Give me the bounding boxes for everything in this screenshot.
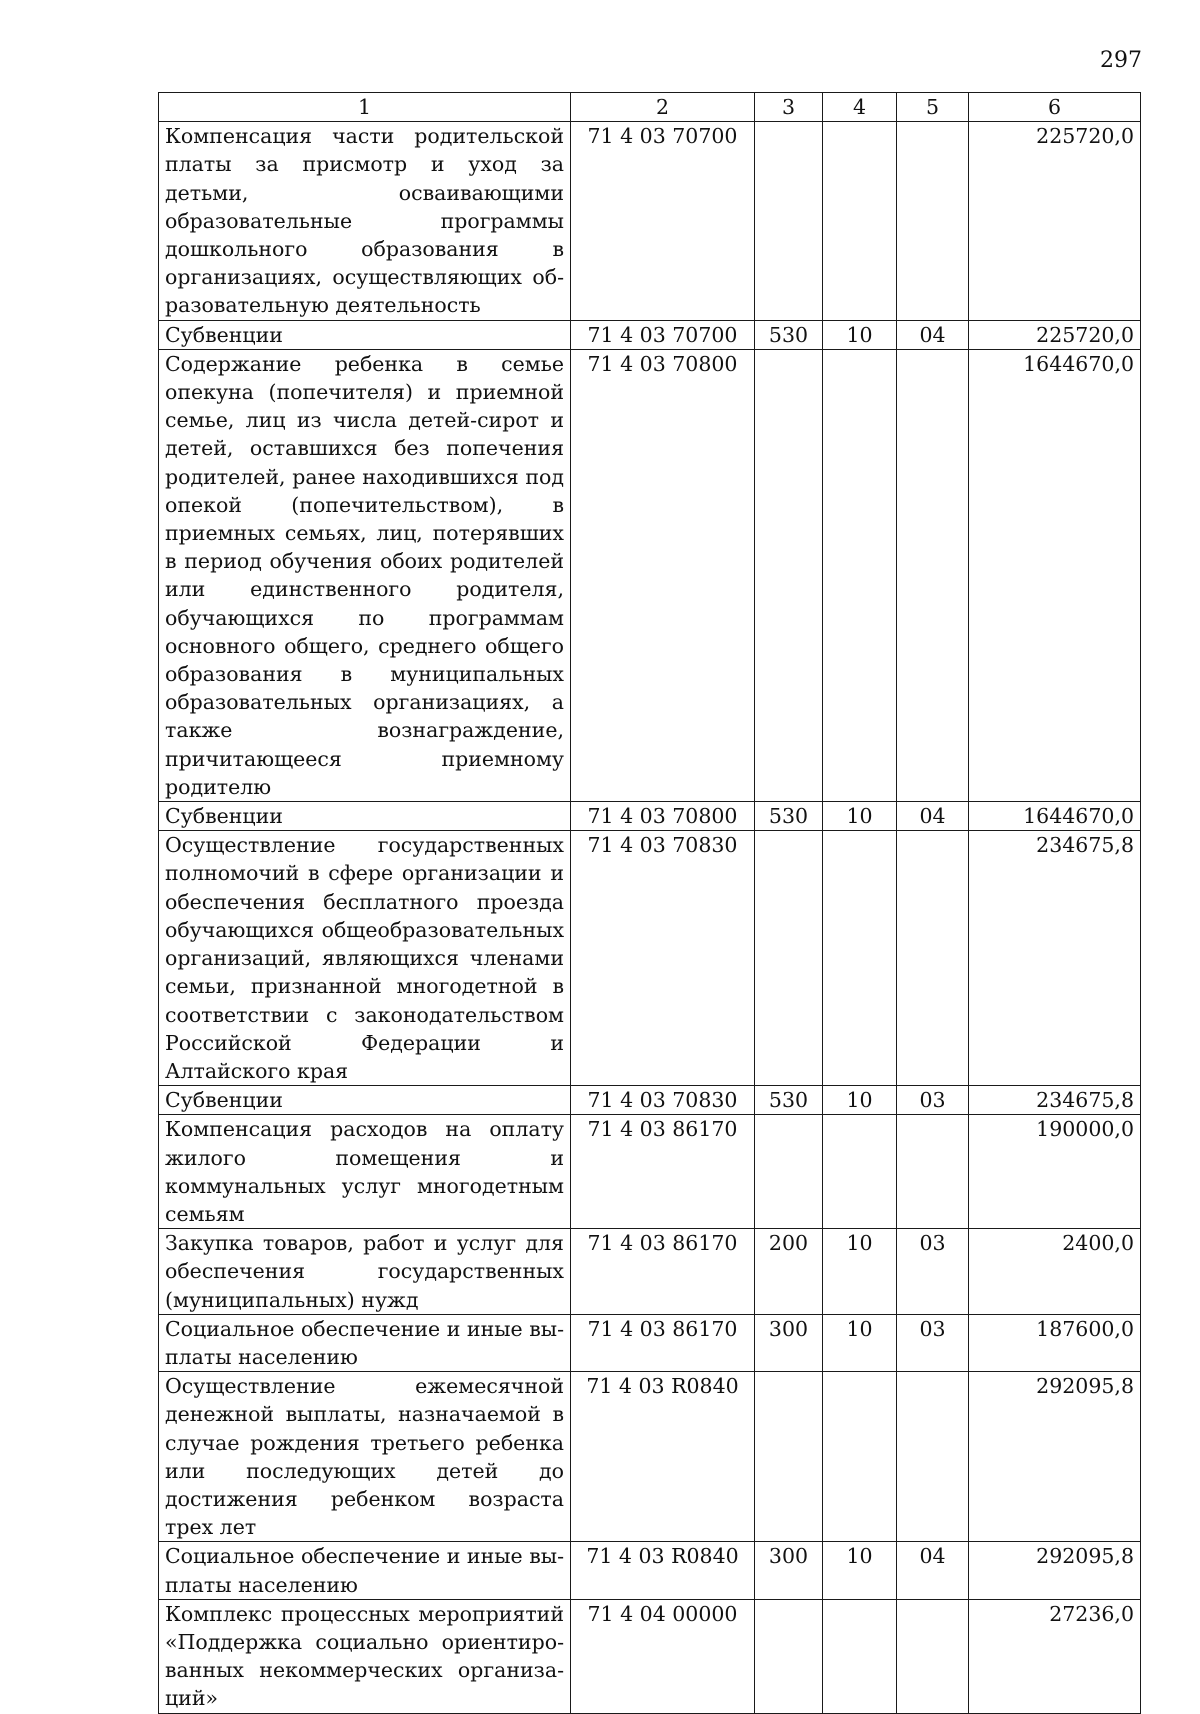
table-row <box>159 320 1141 349</box>
table-row <box>159 122 1141 320</box>
row-amount-cell: 27236,0 <box>969 1599 1141 1713</box>
row-col3-cell <box>755 1599 823 1713</box>
row-code-cell: 71 4 03 86170 <box>571 1314 755 1371</box>
row-code-cell: 71 4 03 70700 <box>571 122 755 320</box>
row-amount-cell: 2400,0 <box>969 1229 1141 1315</box>
row-col4-cell <box>823 122 897 320</box>
table-row <box>159 1314 1141 1371</box>
column-header-code: 2 <box>571 93 755 122</box>
row-col4-cell <box>823 1599 897 1713</box>
table-row <box>159 1599 1141 1713</box>
row-name-cell: Закупка товаров, работ и услуг для обеспечения государственных (муниципальных) нужд <box>159 1229 571 1315</box>
row-name-cell: Социальное обеспечение и иные выплаты населению <box>159 1542 571 1599</box>
row-code-cell: 71 4 03 86170 <box>571 1115 755 1229</box>
row-code-cell: 71 4 03 70800 <box>571 802 755 831</box>
row-col4-cell: 10 <box>823 1229 897 1315</box>
column-header-4: 4 <box>823 93 897 122</box>
row-col4-cell <box>823 1372 897 1542</box>
row-col5-cell <box>897 831 969 1086</box>
budget-table <box>158 92 1141 1714</box>
row-amount-cell: 234675,8 <box>969 831 1141 1086</box>
table-row <box>159 349 1141 801</box>
row-code-cell: 71 4 03 86170 <box>571 1229 755 1315</box>
row-col5-cell <box>897 122 969 320</box>
row-col3-cell: 530 <box>755 1086 823 1115</box>
row-name-cell: Компенсация части родительской платы за присмотр и уход за детьми, осваивающими образовательные программы дошкольного образования в организациях, осуществляющих образовательную деятельность <box>159 122 571 320</box>
row-col5-cell <box>897 1372 969 1542</box>
row-col5-cell <box>897 1115 969 1229</box>
row-name-cell: Социальное обеспечение и иные выплаты населению <box>159 1314 571 1371</box>
row-col3-cell: 530 <box>755 802 823 831</box>
row-col4-cell: 10 <box>823 320 897 349</box>
row-col4-cell <box>823 349 897 801</box>
row-amount-cell: 1644670,0 <box>969 349 1141 801</box>
row-amount-cell: 190000,0 <box>969 1115 1141 1229</box>
column-header-5: 5 <box>897 93 969 122</box>
row-amount-cell: 292095,8 <box>969 1372 1141 1542</box>
table-body <box>159 122 1141 1713</box>
table-row <box>159 1229 1141 1315</box>
row-name-cell: Комплекс процессных мероприятий «Поддержка социально ориентированных некоммерческих организаций» <box>159 1599 571 1713</box>
row-col4-cell: 10 <box>823 1086 897 1115</box>
column-header-amount: 6 <box>969 93 1141 122</box>
row-name-cell: Компенсация расходов на оплату жилого помещения и коммунальных услуг многодетным семьям <box>159 1115 571 1229</box>
row-col3-cell: 300 <box>755 1314 823 1371</box>
column-header-name: 1 <box>159 93 571 122</box>
row-name-cell: Осуществление ежемесячной денежной выплаты, назначаемой в случае рождения третьего ребенка или последующих детей до достижения ребенком возраста трех лет <box>159 1372 571 1542</box>
row-code-cell: 71 4 03 70700 <box>571 320 755 349</box>
row-code-cell: 71 4 03 70800 <box>571 349 755 801</box>
row-name-cell: Содержание ребенка в семье опекуна (попечителя) и приемной семье, лиц из числа детей-сирот и детей, оставшихся без попечения родителей, ранее находившихся под опекой (попечительством), в приемных семьях, лиц, потерявших в период обучения обоих родителей или единственного родителя, обучающихся по программам основного общего, среднего общего образования в муниципальных образовательных организациях, а также вознаграждение, причитающееся приемному родителю <box>159 349 571 801</box>
row-code-cell: 71 4 03 70830 <box>571 831 755 1086</box>
row-col3-cell <box>755 349 823 801</box>
row-col4-cell: 10 <box>823 1314 897 1371</box>
row-col3-cell <box>755 1372 823 1542</box>
row-code-cell: 71 4 04 00000 <box>571 1599 755 1713</box>
table-row <box>159 1086 1141 1115</box>
table-row <box>159 1115 1141 1229</box>
row-col3-cell <box>755 122 823 320</box>
row-code-cell: 71 4 03 70830 <box>571 1086 755 1115</box>
row-amount-cell: 234675,8 <box>969 1086 1141 1115</box>
row-col5-cell: 03 <box>897 1314 969 1371</box>
table-row <box>159 831 1141 1086</box>
table-header-row <box>159 93 1141 122</box>
row-amount-cell: 225720,0 <box>969 320 1141 349</box>
row-code-cell: 71 4 03 R0840 <box>571 1372 755 1542</box>
row-col5-cell: 04 <box>897 802 969 831</box>
row-col5-cell <box>897 1599 969 1713</box>
column-header-3: 3 <box>755 93 823 122</box>
row-col3-cell <box>755 831 823 1086</box>
row-col5-cell: 03 <box>897 1229 969 1315</box>
row-amount-cell: 292095,8 <box>969 1542 1141 1599</box>
row-col5-cell: 04 <box>897 1542 969 1599</box>
row-col4-cell: 10 <box>823 802 897 831</box>
row-col3-cell <box>755 1115 823 1229</box>
table-row <box>159 1542 1141 1599</box>
row-col4-cell <box>823 831 897 1086</box>
row-name-cell: Субвенции <box>159 1086 571 1115</box>
row-amount-cell: 1644670,0 <box>969 802 1141 831</box>
page-number: 297 <box>1100 48 1142 73</box>
row-col5-cell: 03 <box>897 1086 969 1115</box>
table-row <box>159 1372 1141 1542</box>
row-col4-cell <box>823 1115 897 1229</box>
row-code-cell: 71 4 03 R0840 <box>571 1542 755 1599</box>
row-col3-cell: 200 <box>755 1229 823 1315</box>
table-row <box>159 802 1141 831</box>
row-col3-cell: 530 <box>755 320 823 349</box>
row-name-cell: Субвенции <box>159 802 571 831</box>
row-col3-cell: 300 <box>755 1542 823 1599</box>
row-col5-cell <box>897 349 969 801</box>
row-amount-cell: 187600,0 <box>969 1314 1141 1371</box>
row-col4-cell: 10 <box>823 1542 897 1599</box>
row-name-cell: Осуществление государственных полномочий в сфере организации и обеспечения бесплатного проезда обучающихся общеобразовательных организаций, являющихся членами семьи, признанной многодетной в соответствии с законодательством Российской Федерации и Алтайского края <box>159 831 571 1086</box>
row-name-cell: Субвенции <box>159 320 571 349</box>
row-col5-cell: 04 <box>897 320 969 349</box>
row-amount-cell: 225720,0 <box>969 122 1141 320</box>
